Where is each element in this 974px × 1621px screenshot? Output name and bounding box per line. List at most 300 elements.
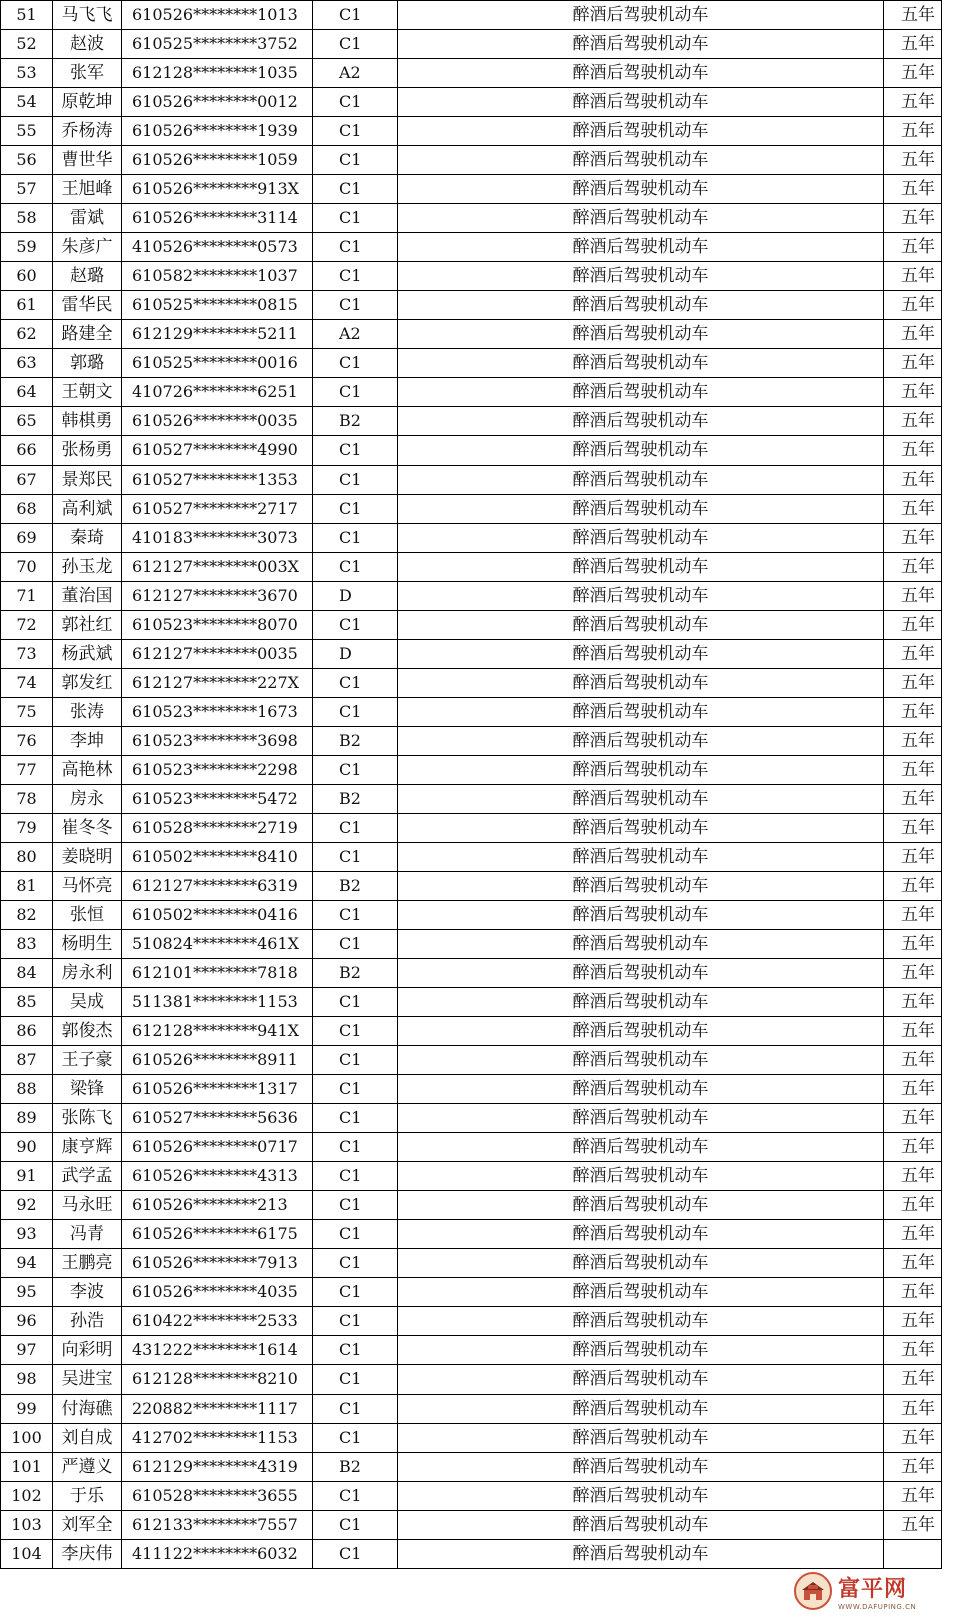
revocation-term: 五年 bbox=[884, 552, 942, 581]
row-number: 59 bbox=[1, 233, 53, 262]
table-row bbox=[1, 930, 942, 959]
table-row bbox=[1, 30, 942, 59]
id-number: 410726********6251 bbox=[122, 378, 313, 407]
row-number: 58 bbox=[1, 204, 53, 233]
row-number: 87 bbox=[1, 1046, 53, 1075]
driver-name: 王旭峰 bbox=[53, 175, 122, 204]
table-row bbox=[1, 1365, 942, 1394]
license-class: C1 bbox=[313, 1278, 398, 1307]
revocation-term: 五年 bbox=[884, 697, 942, 726]
row-number: 68 bbox=[1, 494, 53, 523]
row-number: 53 bbox=[1, 59, 53, 88]
driver-name: 原乾坤 bbox=[53, 88, 122, 117]
offense-text: 醉酒后驾驶机动车 bbox=[398, 1249, 884, 1278]
table-row bbox=[1, 1510, 942, 1539]
offense-text: 醉酒后驾驶机动车 bbox=[398, 494, 884, 523]
row-number: 52 bbox=[1, 30, 53, 59]
driver-name: 王朝文 bbox=[53, 378, 122, 407]
id-number: 610526********1317 bbox=[122, 1075, 313, 1104]
row-number: 55 bbox=[1, 117, 53, 146]
row-number: 102 bbox=[1, 1481, 53, 1510]
id-number: 610526********1059 bbox=[122, 146, 313, 175]
offense-text: 醉酒后驾驶机动车 bbox=[398, 407, 884, 436]
revocation-term: 五年 bbox=[884, 378, 942, 407]
revocation-term: 五年 bbox=[884, 1, 942, 30]
license-class: C1 bbox=[313, 436, 398, 465]
revocation-term: 五年 bbox=[884, 581, 942, 610]
row-number: 88 bbox=[1, 1075, 53, 1104]
id-number: 610526********913X bbox=[122, 175, 313, 204]
id-number: 612127********0035 bbox=[122, 639, 313, 668]
site-watermark bbox=[794, 1567, 944, 1615]
revocation-term: 五年 bbox=[884, 146, 942, 175]
table-row bbox=[1, 1133, 942, 1162]
table-row bbox=[1, 842, 942, 871]
id-number: 612129********4319 bbox=[122, 1452, 313, 1481]
table-row bbox=[1, 610, 942, 639]
driver-name: 马永旺 bbox=[53, 1191, 122, 1220]
table-row bbox=[1, 233, 942, 262]
revocation-term: 五年 bbox=[884, 436, 942, 465]
revocation-term: 五年 bbox=[884, 291, 942, 320]
license-class: C1 bbox=[313, 88, 398, 117]
id-number: 610526********8911 bbox=[122, 1046, 313, 1075]
revocation-term: 五年 bbox=[884, 1278, 942, 1307]
license-class: C1 bbox=[313, 349, 398, 378]
revocation-term: 五年 bbox=[884, 1104, 942, 1133]
revocation-term: 五年 bbox=[884, 30, 942, 59]
row-number: 86 bbox=[1, 1017, 53, 1046]
license-class: C1 bbox=[313, 1249, 398, 1278]
offense-text: 醉酒后驾驶机动车 bbox=[398, 930, 884, 959]
license-class: C1 bbox=[313, 1481, 398, 1510]
row-number: 66 bbox=[1, 436, 53, 465]
driver-name: 王子豪 bbox=[53, 1046, 122, 1075]
revocation-term: 五年 bbox=[884, 1336, 942, 1365]
revocation-term: 五年 bbox=[884, 1162, 942, 1191]
driver-name: 郭发红 bbox=[53, 668, 122, 697]
license-class: B2 bbox=[313, 726, 398, 755]
table-row bbox=[1, 784, 942, 813]
driver-name: 郭俊杰 bbox=[53, 1017, 122, 1046]
id-number: 610526********4313 bbox=[122, 1162, 313, 1191]
revocation-term: 五年 bbox=[884, 1481, 942, 1510]
revocation-term: 五年 bbox=[884, 59, 942, 88]
revocation-term: 五年 bbox=[884, 639, 942, 668]
id-number: 612101********7818 bbox=[122, 959, 313, 988]
license-class: C1 bbox=[313, 1133, 398, 1162]
id-number: 510824********461X bbox=[122, 930, 313, 959]
table-row bbox=[1, 262, 942, 291]
license-class: C1 bbox=[313, 1539, 398, 1568]
table-row bbox=[1, 1452, 942, 1481]
revocation-term: 五年 bbox=[884, 1017, 942, 1046]
license-class: C1 bbox=[313, 1075, 398, 1104]
license-class: C1 bbox=[313, 1307, 398, 1336]
offense-text: 醉酒后驾驶机动车 bbox=[398, 610, 884, 639]
license-class: B2 bbox=[313, 1452, 398, 1481]
id-number: 612127********6319 bbox=[122, 871, 313, 900]
id-number: 610527********2717 bbox=[122, 494, 313, 523]
license-class: C1 bbox=[313, 900, 398, 929]
id-number: 610526********1013 bbox=[122, 1, 313, 30]
table-row bbox=[1, 1307, 942, 1336]
revocation-term: 五年 bbox=[884, 1133, 942, 1162]
id-number: 610526********213 bbox=[122, 1191, 313, 1220]
driver-name: 赵璐 bbox=[53, 262, 122, 291]
driver-name: 郭社红 bbox=[53, 610, 122, 639]
offense-text: 醉酒后驾驶机动车 bbox=[398, 1, 884, 30]
revocation-term: 五年 bbox=[884, 1307, 942, 1336]
driver-name: 张杨勇 bbox=[53, 436, 122, 465]
driver-name: 高艳林 bbox=[53, 755, 122, 784]
id-number: 612128********941X bbox=[122, 1017, 313, 1046]
driver-name: 李庆伟 bbox=[53, 1539, 122, 1568]
offense-text: 醉酒后驾驶机动车 bbox=[398, 1423, 884, 1452]
row-number: 99 bbox=[1, 1394, 53, 1423]
table-row bbox=[1, 59, 942, 88]
offense-text: 醉酒后驾驶机动车 bbox=[398, 1336, 884, 1365]
revocation-term: 五年 bbox=[884, 407, 942, 436]
id-number: 220882********1117 bbox=[122, 1394, 313, 1423]
table-row bbox=[1, 494, 942, 523]
id-number: 610525********0016 bbox=[122, 349, 313, 378]
row-number: 72 bbox=[1, 610, 53, 639]
offense-text: 醉酒后驾驶机动车 bbox=[398, 1394, 884, 1423]
table-row bbox=[1, 320, 942, 349]
license-class: C1 bbox=[313, 668, 398, 697]
id-number: 610523********8070 bbox=[122, 610, 313, 639]
id-number: 610523********1673 bbox=[122, 697, 313, 726]
revocation-term: 五年 bbox=[884, 1510, 942, 1539]
license-class: C1 bbox=[313, 291, 398, 320]
license-class: C1 bbox=[313, 523, 398, 552]
license-class: C1 bbox=[313, 262, 398, 291]
license-class: C1 bbox=[313, 697, 398, 726]
driver-name: 房永 bbox=[53, 784, 122, 813]
revocation-term: 五年 bbox=[884, 1046, 942, 1075]
row-number: 103 bbox=[1, 1510, 53, 1539]
driver-name: 吴进宝 bbox=[53, 1365, 122, 1394]
revocation-term: 五年 bbox=[884, 262, 942, 291]
table-row bbox=[1, 407, 942, 436]
revocation-term: 五年 bbox=[884, 784, 942, 813]
row-number: 84 bbox=[1, 959, 53, 988]
row-number: 93 bbox=[1, 1220, 53, 1249]
table-row bbox=[1, 88, 942, 117]
row-number: 80 bbox=[1, 842, 53, 871]
revocation-term: 五年 bbox=[884, 610, 942, 639]
license-class: C1 bbox=[313, 610, 398, 639]
row-number: 74 bbox=[1, 668, 53, 697]
driver-name: 刘自成 bbox=[53, 1423, 122, 1452]
table-row bbox=[1, 1336, 942, 1365]
license-class: C1 bbox=[313, 378, 398, 407]
driver-name: 雷华民 bbox=[53, 291, 122, 320]
license-class: C1 bbox=[313, 1104, 398, 1133]
driver-name: 马怀亮 bbox=[53, 871, 122, 900]
row-number: 81 bbox=[1, 871, 53, 900]
city-gate-seal-icon bbox=[794, 1572, 832, 1610]
row-number: 92 bbox=[1, 1191, 53, 1220]
revocation-term: 五年 bbox=[884, 668, 942, 697]
offense-text: 醉酒后驾驶机动车 bbox=[398, 1017, 884, 1046]
offense-text: 醉酒后驾驶机动车 bbox=[398, 1278, 884, 1307]
row-number: 51 bbox=[1, 1, 53, 30]
table-row bbox=[1, 1017, 942, 1046]
id-number: 610527********1353 bbox=[122, 465, 313, 494]
table-row bbox=[1, 552, 942, 581]
offense-text: 醉酒后驾驶机动车 bbox=[398, 146, 884, 175]
offense-text: 醉酒后驾驶机动车 bbox=[398, 378, 884, 407]
driver-name: 王鹏亮 bbox=[53, 1249, 122, 1278]
table-row bbox=[1, 1, 942, 30]
license-class: C1 bbox=[313, 204, 398, 233]
offense-text: 醉酒后驾驶机动车 bbox=[398, 1075, 884, 1104]
id-number: 610502********8410 bbox=[122, 842, 313, 871]
driver-name: 董治国 bbox=[53, 581, 122, 610]
offense-text: 醉酒后驾驶机动车 bbox=[398, 320, 884, 349]
id-number: 612127********227X bbox=[122, 668, 313, 697]
driver-name: 曹世华 bbox=[53, 146, 122, 175]
id-number: 610502********0416 bbox=[122, 900, 313, 929]
driver-name: 于乐 bbox=[53, 1481, 122, 1510]
row-number: 85 bbox=[1, 988, 53, 1017]
license-class: C1 bbox=[313, 1191, 398, 1220]
revocation-term: 五年 bbox=[884, 175, 942, 204]
row-number: 54 bbox=[1, 88, 53, 117]
table-row bbox=[1, 668, 942, 697]
row-number: 79 bbox=[1, 813, 53, 842]
offense-text: 醉酒后驾驶机动车 bbox=[398, 1162, 884, 1191]
license-class: C1 bbox=[313, 755, 398, 784]
id-number: 610526********3114 bbox=[122, 204, 313, 233]
revocation-term: 五年 bbox=[884, 523, 942, 552]
row-number: 77 bbox=[1, 755, 53, 784]
revocation-term: 五年 bbox=[884, 1075, 942, 1104]
driver-name: 高利斌 bbox=[53, 494, 122, 523]
revocation-term: 五年 bbox=[884, 1191, 942, 1220]
revocation-term: 五年 bbox=[884, 871, 942, 900]
revocation-term: 五年 bbox=[884, 1365, 942, 1394]
table-row bbox=[1, 988, 942, 1017]
id-number: 610523********5472 bbox=[122, 784, 313, 813]
id-number: 410526********0573 bbox=[122, 233, 313, 262]
revocation-term: 五年 bbox=[884, 88, 942, 117]
license-class: C1 bbox=[313, 465, 398, 494]
row-number: 64 bbox=[1, 378, 53, 407]
table-row bbox=[1, 1423, 942, 1452]
id-number: 431222********1614 bbox=[122, 1336, 313, 1365]
revocation-term: 五年 bbox=[884, 755, 942, 784]
offense-text: 醉酒后驾驶机动车 bbox=[398, 1104, 884, 1133]
license-class: C1 bbox=[313, 494, 398, 523]
table-row bbox=[1, 900, 942, 929]
table-row bbox=[1, 1075, 942, 1104]
row-number: 96 bbox=[1, 1307, 53, 1336]
license-class: C1 bbox=[313, 1423, 398, 1452]
driver-name: 严遵义 bbox=[53, 1452, 122, 1481]
row-number: 63 bbox=[1, 349, 53, 378]
offense-text: 醉酒后驾驶机动车 bbox=[398, 639, 884, 668]
id-number: 610526********6175 bbox=[122, 1220, 313, 1249]
offense-text: 醉酒后驾驶机动车 bbox=[398, 59, 884, 88]
license-class: C1 bbox=[313, 930, 398, 959]
table-row bbox=[1, 581, 942, 610]
id-number: 610527********5636 bbox=[122, 1104, 313, 1133]
offense-text: 醉酒后驾驶机动车 bbox=[398, 1307, 884, 1336]
license-class: C1 bbox=[313, 1220, 398, 1249]
driver-name: 孙玉龙 bbox=[53, 552, 122, 581]
driver-name: 马飞飞 bbox=[53, 1, 122, 30]
id-number: 612127********3670 bbox=[122, 581, 313, 610]
offense-text: 醉酒后驾驶机动车 bbox=[398, 900, 884, 929]
license-class: C1 bbox=[313, 552, 398, 581]
revocation-term: 五年 bbox=[884, 726, 942, 755]
table-row bbox=[1, 697, 942, 726]
offense-text: 醉酒后驾驶机动车 bbox=[398, 1539, 884, 1568]
revocation-term bbox=[884, 1539, 942, 1568]
driver-name: 雷斌 bbox=[53, 204, 122, 233]
table-row bbox=[1, 291, 942, 320]
offense-text: 醉酒后驾驶机动车 bbox=[398, 1481, 884, 1510]
license-class: C1 bbox=[313, 117, 398, 146]
table-row bbox=[1, 871, 942, 900]
license-class: C1 bbox=[313, 842, 398, 871]
table-row bbox=[1, 1220, 942, 1249]
offense-text: 醉酒后驾驶机动车 bbox=[398, 552, 884, 581]
watermark-brand: 富平网 bbox=[838, 1576, 908, 1602]
offense-text: 醉酒后驾驶机动车 bbox=[398, 842, 884, 871]
id-number: 610582********1037 bbox=[122, 262, 313, 291]
revocation-term: 五年 bbox=[884, 117, 942, 146]
id-number: 412702********1153 bbox=[122, 1423, 313, 1452]
table-row bbox=[1, 755, 942, 784]
driver-name: 刘军全 bbox=[53, 1510, 122, 1539]
offense-text: 醉酒后驾驶机动车 bbox=[398, 175, 884, 204]
table-row bbox=[1, 146, 942, 175]
license-class: A2 bbox=[313, 320, 398, 349]
driver-name: 杨明生 bbox=[53, 930, 122, 959]
offense-text: 醉酒后驾驶机动车 bbox=[398, 1046, 884, 1075]
offense-text: 醉酒后驾驶机动车 bbox=[398, 436, 884, 465]
row-number: 70 bbox=[1, 552, 53, 581]
revocation-term: 五年 bbox=[884, 813, 942, 842]
revocation-term: 五年 bbox=[884, 494, 942, 523]
table-row bbox=[1, 349, 942, 378]
driver-name: 张陈飞 bbox=[53, 1104, 122, 1133]
id-number: 610526********4035 bbox=[122, 1278, 313, 1307]
row-number: 98 bbox=[1, 1365, 53, 1394]
offense-text: 醉酒后驾驶机动车 bbox=[398, 262, 884, 291]
driver-name: 秦琦 bbox=[53, 523, 122, 552]
table-row bbox=[1, 1278, 942, 1307]
id-number: 610523********2298 bbox=[122, 755, 313, 784]
row-number: 101 bbox=[1, 1452, 53, 1481]
id-number: 610526********0717 bbox=[122, 1133, 313, 1162]
license-class: C1 bbox=[313, 175, 398, 204]
driver-name: 张军 bbox=[53, 59, 122, 88]
driver-name: 张涛 bbox=[53, 697, 122, 726]
id-number: 610525********0815 bbox=[122, 291, 313, 320]
table-row bbox=[1, 1394, 942, 1423]
offense-text: 醉酒后驾驶机动车 bbox=[398, 88, 884, 117]
license-class: C1 bbox=[313, 233, 398, 262]
license-class: C1 bbox=[313, 1336, 398, 1365]
table-row bbox=[1, 465, 942, 494]
row-number: 56 bbox=[1, 146, 53, 175]
row-number: 60 bbox=[1, 262, 53, 291]
license-class: C1 bbox=[313, 1365, 398, 1394]
offense-text: 醉酒后驾驶机动车 bbox=[398, 1191, 884, 1220]
id-number: 610525********3752 bbox=[122, 30, 313, 59]
offense-text: 醉酒后驾驶机动车 bbox=[398, 1452, 884, 1481]
table-body bbox=[1, 1, 942, 1569]
driver-name: 朱彦广 bbox=[53, 233, 122, 262]
table-row bbox=[1, 813, 942, 842]
table-row bbox=[1, 726, 942, 755]
row-number: 83 bbox=[1, 930, 53, 959]
id-number: 610526********7913 bbox=[122, 1249, 313, 1278]
offense-text: 醉酒后驾驶机动车 bbox=[398, 784, 884, 813]
license-class: C1 bbox=[313, 1510, 398, 1539]
driver-name: 韩棋勇 bbox=[53, 407, 122, 436]
row-number: 75 bbox=[1, 697, 53, 726]
driver-name: 赵波 bbox=[53, 30, 122, 59]
driver-name: 房永利 bbox=[53, 959, 122, 988]
driver-name: 冯青 bbox=[53, 1220, 122, 1249]
id-number: 612127********003X bbox=[122, 552, 313, 581]
offense-text: 醉酒后驾驶机动车 bbox=[398, 1220, 884, 1249]
revocation-term: 五年 bbox=[884, 900, 942, 929]
revocation-term: 五年 bbox=[884, 1249, 942, 1278]
row-number: 100 bbox=[1, 1423, 53, 1452]
row-number: 73 bbox=[1, 639, 53, 668]
offense-text: 醉酒后驾驶机动车 bbox=[398, 233, 884, 262]
id-number: 610422********2533 bbox=[122, 1307, 313, 1336]
driver-name: 武学孟 bbox=[53, 1162, 122, 1191]
id-number: 411122********6032 bbox=[122, 1539, 313, 1568]
driver-name: 付海礁 bbox=[53, 1394, 122, 1423]
revocation-term: 五年 bbox=[884, 1394, 942, 1423]
id-number: 612128********8210 bbox=[122, 1365, 313, 1394]
offense-text: 醉酒后驾驶机动车 bbox=[398, 1133, 884, 1162]
driver-name: 梁锋 bbox=[53, 1075, 122, 1104]
offense-text: 醉酒后驾驶机动车 bbox=[398, 755, 884, 784]
id-number: 610528********3655 bbox=[122, 1481, 313, 1510]
id-number: 612128********1035 bbox=[122, 59, 313, 88]
table-row bbox=[1, 1539, 942, 1568]
row-number: 78 bbox=[1, 784, 53, 813]
driver-name: 杨武斌 bbox=[53, 639, 122, 668]
table-row bbox=[1, 117, 942, 146]
driver-name: 郭璐 bbox=[53, 349, 122, 378]
table-row bbox=[1, 378, 942, 407]
table-row bbox=[1, 1162, 942, 1191]
revocation-term: 五年 bbox=[884, 842, 942, 871]
id-number: 610526********1939 bbox=[122, 117, 313, 146]
driver-name: 吴成 bbox=[53, 988, 122, 1017]
revocation-term: 五年 bbox=[884, 1423, 942, 1452]
id-number: 610526********0035 bbox=[122, 407, 313, 436]
license-class: C1 bbox=[313, 1394, 398, 1423]
row-number: 89 bbox=[1, 1104, 53, 1133]
row-number: 95 bbox=[1, 1278, 53, 1307]
revocation-term: 五年 bbox=[884, 1220, 942, 1249]
row-number: 61 bbox=[1, 291, 53, 320]
offense-text: 醉酒后驾驶机动车 bbox=[398, 30, 884, 59]
id-number: 610527********4990 bbox=[122, 436, 313, 465]
